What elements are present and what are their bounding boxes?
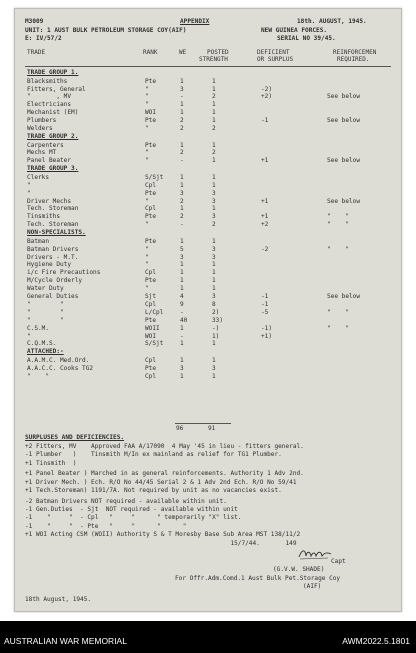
note-line: +1 WOI Acting CSM (WOII) Authority S & T Moresby Base Sub Area MST 138/11/2 — [25, 531, 301, 539]
row-trade: Mechanist (EM) — [27, 109, 79, 117]
row-deficiency: +2 — [261, 221, 269, 229]
serial-right: SERIAL NO 39/45. — [277, 35, 336, 42]
row-rank: " — [145, 93, 149, 101]
row-we: 3 — [180, 85, 184, 93]
row-we: 2 — [180, 117, 184, 125]
surplus-heading: SURPLUSES AND DEFICIENCIES. — [25, 434, 125, 441]
row-trade: General Duties — [27, 293, 79, 300]
column-we: WE — [179, 49, 187, 56]
row-trade: A.A.M.C. Med.Ord. — [27, 356, 90, 364]
row-we: 1 — [180, 181, 184, 189]
row-we: 1 — [180, 269, 184, 277]
row-trade: Hygiene Duty — [27, 261, 72, 269]
row-posted: 3 — [212, 245, 216, 253]
document-code: M3009 — [25, 18, 44, 25]
note-line: -2 Batman Drivers NOT required - available within unit. — [25, 497, 227, 505]
row-reinforcements: See below — [327, 157, 361, 165]
row-trade: " , MV — [27, 93, 72, 101]
row-posted: 1 — [212, 141, 216, 149]
row-posted: 3 — [212, 213, 216, 221]
row-posted: 2 — [212, 125, 216, 132]
row-rank: Cpl — [145, 269, 157, 277]
row-trade: " — [27, 189, 31, 197]
section-heading: NON-SPECIALISTS. — [27, 229, 86, 237]
row-rank: WOI — [145, 109, 157, 117]
row-trade: Batman Drivers — [27, 245, 79, 253]
row-posted: 3 — [212, 197, 216, 205]
row-rank: Cpl — [145, 356, 157, 364]
row-trade: Carpenters — [27, 141, 64, 149]
signature-name: (G.V.W. SHADE) — [273, 566, 325, 573]
total-we: 96 — [176, 425, 184, 432]
row-trade: " " — [27, 316, 64, 324]
row-rank: Pte — [145, 141, 157, 149]
row-trade: " " — [27, 372, 50, 380]
row-posted: 1 — [212, 285, 216, 293]
row-rank: L/Cpl — [145, 308, 164, 316]
row-posted: 8 — [212, 300, 216, 308]
note-line: +1 Panel Beater ) Marched in as general reinforcements. Authority 1 Adv 2nd. — [25, 470, 304, 478]
column-rank: RANK — [143, 49, 158, 56]
row-posted: 1 — [212, 181, 216, 189]
note-line: +2 Fitters, MV Approved FAA A/17090 4 May '45 in lieu - fitters general. — [25, 443, 304, 450]
row-we: 40 — [180, 316, 188, 324]
row-we: 1 — [180, 101, 184, 109]
document-date: 18th. AUGUST, 1945. — [297, 18, 367, 25]
archive-footer — [0, 621, 416, 653]
row-rank: " — [145, 149, 149, 157]
row-trade: Blacksmiths — [27, 77, 68, 85]
row-we: 1 — [180, 141, 184, 149]
footer-left: AUSTRALIAN WAR MEMORIAL — [4, 636, 127, 646]
row-posted: 1 — [212, 340, 216, 348]
row-deficiency: -1 — [261, 293, 269, 300]
row-posted: 1 — [212, 173, 216, 181]
row-posted: 1 — [212, 237, 216, 245]
location: NEW GUINEA FORCES. — [261, 27, 328, 34]
row-trade: Welders — [27, 125, 53, 132]
row-we: - — [180, 332, 184, 340]
row-trade: " " — [27, 308, 64, 316]
row-deficiency: +1 — [261, 197, 269, 205]
row-rank: " — [145, 253, 149, 261]
total-posted: 91 — [208, 425, 216, 432]
row-rank: " — [145, 125, 149, 132]
row-posted: 1 — [212, 117, 216, 125]
row-posted: 2) — [212, 308, 220, 316]
row-rank: " — [145, 85, 149, 93]
row-posted: 2 — [212, 221, 216, 229]
row-we: 1 — [180, 356, 184, 364]
row-rank: Pte — [145, 77, 157, 85]
row-we: 1 — [180, 285, 184, 293]
row-deficiency: -5 — [261, 308, 269, 316]
row-rank: " — [145, 157, 149, 165]
row-we: 1 — [180, 261, 184, 269]
row-reinforcements: " " — [327, 213, 350, 221]
row-we: - — [180, 308, 184, 316]
row-reinforcements: See below — [327, 293, 361, 300]
row-posted: 1 — [212, 356, 216, 364]
totals-rule — [175, 423, 231, 424]
note-line: -1 Gen.Duties - Sjt NOT required - available within unit — [25, 506, 238, 513]
row-we: 1 — [180, 205, 184, 213]
row-posted: 3 — [212, 364, 216, 372]
row-rank: Pte — [145, 237, 157, 245]
section-heading: ATTACHED:- — [27, 348, 64, 356]
row-trade: Tech. Storeman — [27, 205, 79, 213]
row-posted: 1 — [212, 85, 216, 93]
row-posted: 2 — [212, 149, 216, 157]
note-line: -1 " " - Cpl " " " temporarily "X" list. — [25, 514, 242, 522]
row-we: 4 — [180, 293, 184, 300]
row-we: 5 — [180, 245, 184, 253]
row-posted: 1 — [212, 109, 216, 117]
signature-for: For Offr.Adm.Comd.1 Aust Bulk Pet.Storage Coy — [175, 575, 341, 582]
row-reinforcements: See below — [327, 197, 361, 205]
row-rank: S/Sjt — [145, 173, 164, 181]
row-we: - — [180, 157, 184, 165]
row-posted: 1 — [212, 157, 216, 165]
row-rank: Pte — [145, 189, 157, 197]
unit-line: UNIT: 1 AUST BULK PETROLEUM STORAGE COY(AIF) — [25, 27, 187, 34]
note-line: 15/7/44. 149 — [25, 539, 297, 547]
row-posted: 1 — [212, 261, 216, 269]
row-rank: " — [145, 197, 149, 205]
row-we: 2 — [180, 125, 184, 132]
serial-left: E: IV/57/2 — [25, 35, 62, 42]
column-posted-1: POSTED — [207, 49, 229, 56]
row-deficiency: +1 — [261, 157, 269, 165]
row-reinforcements: " " — [327, 308, 350, 316]
row-trade: i/c Fire Precautions — [27, 269, 101, 277]
row-we: 1 — [180, 77, 184, 85]
row-trade: C.Q.M.S. — [27, 340, 57, 348]
column-reinforcements-1: REINFORCEMEN — [333, 49, 377, 56]
footer-right: AWM2022.5.1801 — [342, 636, 410, 646]
row-trade: C.S.M. — [27, 324, 50, 332]
row-rank: Pte — [145, 316, 157, 324]
row-we: 1 — [180, 277, 184, 285]
column-reinforcements-2: REQUIRED. — [337, 56, 370, 63]
row-rank: WOII — [145, 324, 160, 332]
row-rank: Pte — [145, 277, 157, 285]
row-we: 1 — [180, 109, 184, 117]
section-heading: TRADE GROUP 1. — [27, 69, 79, 76]
column-deficient-1: DEFICIENT — [257, 49, 290, 56]
row-rank: Cpl — [145, 205, 157, 213]
row-we: 1 — [180, 237, 184, 245]
row-rank: Cpl — [145, 181, 157, 189]
row-rank: S/Sjt — [145, 340, 164, 348]
row-posted: 1 — [212, 372, 216, 380]
footer-date: 18th August, 1945. — [25, 596, 92, 603]
row-deficiency: -1 — [261, 117, 269, 125]
row-we: 2 — [180, 213, 184, 221]
row-posted: -) — [212, 324, 220, 332]
row-posted: 1 — [212, 101, 216, 109]
signature-aif: (AIF) — [303, 583, 322, 590]
note-line: +1 Driver Mech. ) Ech. R/O No 44/45 Serial 2 & 1 Adv 2nd Ech. R/O No 59/41 — [25, 478, 297, 486]
row-deficiency: -1 — [261, 300, 269, 308]
row-we: - — [180, 221, 184, 229]
row-trade: " " — [27, 300, 64, 308]
row-we: 9 — [180, 300, 184, 308]
row-trade: Plumbers — [27, 117, 57, 125]
row-rank: Pte — [145, 213, 157, 221]
row-trade: Clerks — [27, 173, 50, 181]
row-trade: Batman — [27, 237, 50, 245]
row-trade: " — [27, 181, 31, 189]
row-trade: M/Cycle Orderly — [27, 277, 83, 285]
row-posted: 3 — [212, 189, 216, 197]
row-rank: Pte — [145, 364, 157, 372]
column-deficient-2: OR SURPLUS — [257, 56, 294, 63]
row-trade: Tech. Storeman — [27, 221, 79, 229]
row-we: 2 — [180, 149, 184, 157]
row-rank: Cpl — [145, 300, 157, 308]
document-title: APPENDIX — [180, 18, 210, 25]
row-reinforcements: " " — [327, 324, 350, 332]
signature-rank: Capt — [331, 558, 346, 565]
row-deficiency: -2) — [261, 85, 273, 93]
row-posted: 1) — [212, 332, 220, 340]
row-we: 2 — [180, 197, 184, 205]
row-rank: WOI — [145, 332, 157, 340]
header-rule — [25, 66, 391, 67]
row-posted: 3 — [212, 253, 216, 261]
row-posted: 2 — [212, 93, 216, 101]
note-line: -1 Plumber ) Tinsmith M/In ex mainland as relief for TG1 Plumber. — [25, 451, 282, 459]
row-we: 1 — [180, 173, 184, 181]
row-we: 3 — [180, 253, 184, 261]
row-reinforcements: See below — [327, 93, 361, 101]
row-deficiency: -1) — [261, 324, 273, 332]
row-trade: Water Duty — [27, 285, 64, 293]
section-heading: TRADE GROUP 3. — [27, 165, 79, 173]
row-posted: 1 — [212, 269, 216, 277]
row-rank: " — [145, 221, 149, 229]
document-page — [14, 8, 402, 612]
row-posted: 1 — [212, 77, 216, 85]
row-deficiency: +1) — [261, 332, 273, 340]
row-rank: Sjt — [145, 293, 157, 300]
note-line: +1 Tinsmith ) — [25, 459, 77, 467]
row-trade: Panel Beater — [27, 157, 72, 165]
row-trade: Tinsmiths — [27, 213, 61, 221]
row-deficiency: +1 — [261, 213, 269, 221]
row-we: 3 — [180, 189, 184, 197]
row-posted: 1 — [212, 277, 216, 285]
row-we: 1 — [180, 340, 184, 348]
row-deficiency: +2) — [261, 93, 273, 101]
row-deficiency: -2 — [261, 245, 269, 253]
row-trade: Fitters, General — [27, 85, 86, 93]
row-rank: " — [145, 285, 149, 293]
row-rank: " — [145, 261, 149, 269]
row-trade: Drivers - M.T. — [27, 253, 79, 261]
row-reinforcements: See below — [327, 117, 361, 125]
row-rank: Cpl — [145, 372, 157, 380]
note-line: +1 Tech.Storeman) 1191/7A. Not required by unit as no vacancies exist. — [25, 487, 282, 495]
row-we: 3 — [180, 364, 184, 372]
row-trade: Driver Mechs — [27, 197, 72, 205]
row-posted: 3 — [212, 293, 216, 300]
row-we: 1 — [180, 324, 184, 332]
row-we: - — [180, 93, 184, 101]
row-trade: Mechs MT — [27, 149, 57, 157]
note-line: -1 " " - Pte " " " " — [25, 522, 187, 530]
row-rank: " — [145, 101, 149, 109]
row-trade: A.A.C.C. Cooks TG2 — [27, 364, 94, 372]
row-trade: " — [27, 332, 31, 340]
row-posted: 1 — [212, 205, 216, 213]
row-trade: Electricians — [27, 101, 72, 109]
row-reinforcements: " " — [327, 245, 350, 253]
column-posted-2: STRENGTH — [199, 56, 228, 63]
column-trade: TRADE — [27, 49, 46, 56]
section-heading: TRADE GROUP 2. — [27, 132, 79, 140]
handwritten-signature — [298, 547, 332, 561]
row-posted: 33) — [212, 316, 224, 324]
row-rank: " — [145, 245, 149, 253]
row-reinforcements: " " — [327, 221, 350, 229]
row-we: 1 — [180, 372, 184, 380]
row-rank: Pte — [145, 117, 157, 125]
